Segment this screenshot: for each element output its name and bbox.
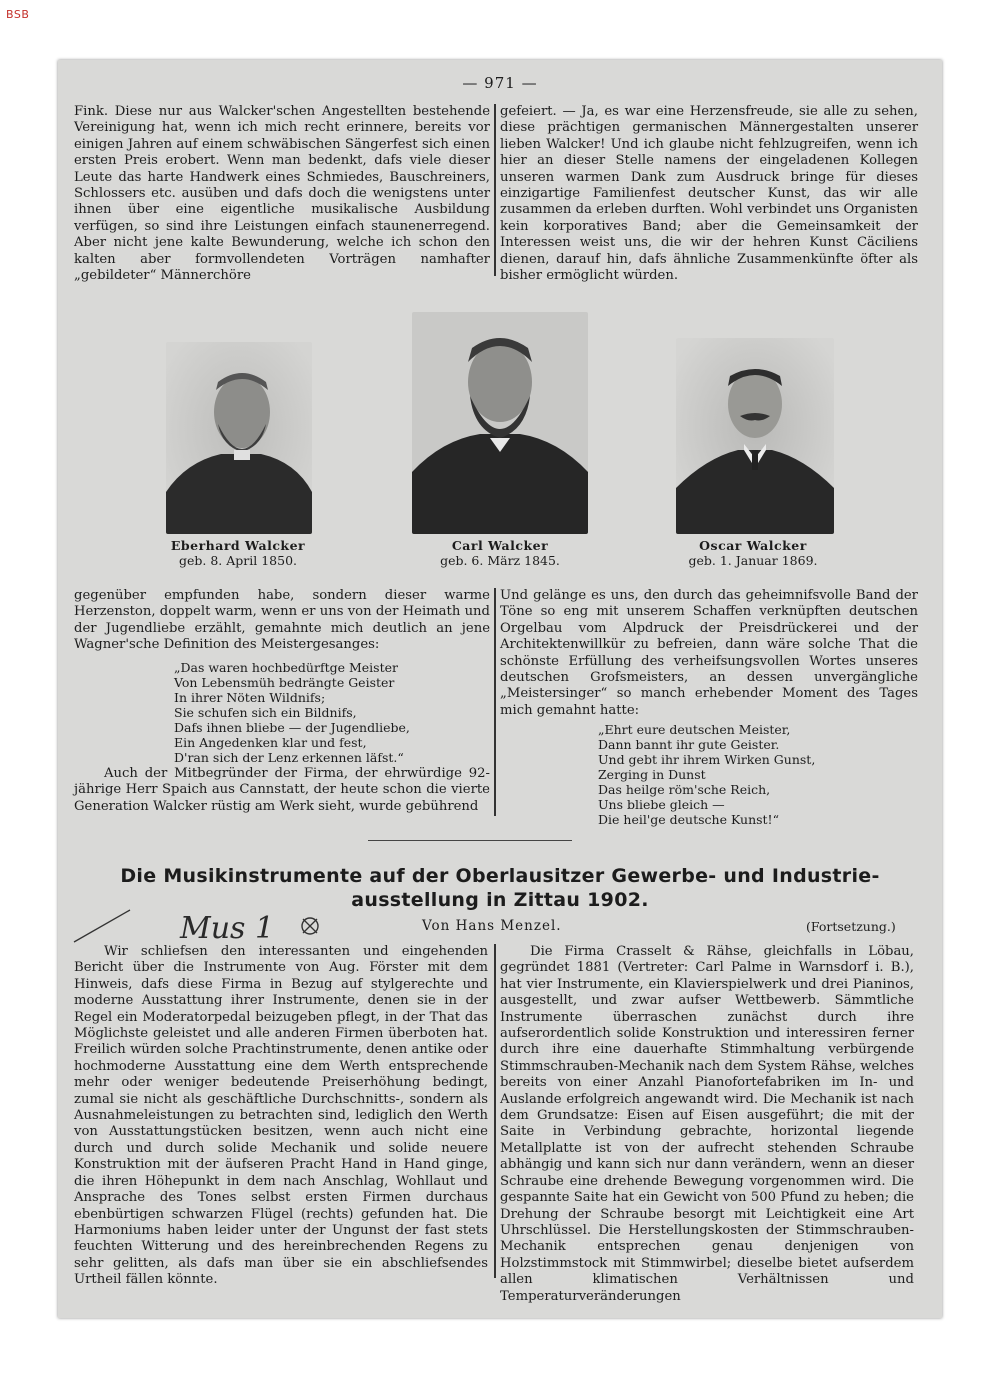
article-title-line-2: ausstellung in Zittau 1902. — [351, 889, 649, 911]
poem-left — [174, 660, 490, 765]
caption-name: Eberhard Walcker — [170, 538, 306, 553]
bottom-right-column — [500, 944, 914, 1305]
caption-eberhard — [158, 538, 318, 568]
poem-line: D'ran sich der Lenz erkennen läfst.“ — [174, 750, 404, 765]
paragraph: Fink. Diese nur aus Walcker'schen Angestellten bestehende Vereinigung hat, wenn ich mich recht erinnere, bereits vor einigen Jahren auf einem schwäbischen Sängerfest sich einen ersten Preis erobert. Wenn man bedenkt, dafs viele dieser Leute das harte Handwerk eines Schmiedes, Bauschreiners, Schlossers etc. ausüben und dafs doch die wenigstens unter ihnen über eine eigentliche musikalische Ausbildung verfügen, so sind ihre Leistungen einfach staunenerregend. Aber nicht jene kalte Bewunderung, welche ich schon den kalten aber formvollendeten Vorträgen namhafter „gebildeter“ Männerchöre — [74, 104, 490, 284]
poem-line: In ihrer Nöten Wildnifs; — [174, 690, 326, 705]
caption-birth: geb. 1. Januar 1869. — [688, 553, 818, 568]
poem-line: „Ehrt eure deutschen Meister, — [598, 722, 791, 737]
column-divider — [494, 588, 496, 816]
continuation-note: (Fortsetzung.) — [806, 919, 896, 934]
poem-line: Zerging in Dunst — [598, 767, 706, 782]
top-right-column — [500, 104, 918, 284]
poem-line: Das heilge röm'sche Reich, — [598, 782, 771, 797]
handwritten-shelfmark — [72, 886, 332, 946]
paragraph: gegenüber empfunden habe, sondern dieser warme Herzenston, doppelt warm, wenn er uns von der Heimath und der Jugendliebe erzählt, gemahnte mich deutlich an jene Wagner'sche Definition des Meistergesanges: — [74, 588, 490, 653]
top-left-column — [74, 104, 490, 284]
mid-left-intro — [74, 588, 490, 654]
poem-line: Die heil'ge deutsche Kunst!“ — [598, 812, 779, 827]
portrait-oscar-walcker — [676, 338, 834, 534]
paragraph: Und gelänge es uns, den durch das geheimnifsvolle Band der Töne so eng mit unserem Schaffen verknüpften deutschen Orgelbau vom Alpdruck der Preisdrückerei und der Architektenwillkür zu befreien, dann wäre solche That die schönste Erfüllung des verheifsungsvollen Wortes unseres deutschen Grofsmeisters, an dessen unvergängliche „Meistersinger“ so manch erhebender Moment des Tages mich gemahnt hatte: — [500, 588, 918, 718]
caption-oscar — [668, 538, 838, 568]
column-divider — [494, 944, 496, 1278]
caption-birth: geb. 8. April 1850. — [178, 553, 297, 568]
paragraph: Die Firma Crasselt & Rähse, gleichfalls in Löbau, gegründet 1881 (Vertreter: Carl Palme in Warnsdorf i. B.), hat vier Instrumente, ein Klavierspielwerk und drei Pianinos, ausgestellt, und zwar aufser Wettbewerb. Sämmtliche Instrumente überraschen zunächst durch ihre aufserordentlich solide Konstruktion und interessiren ferner durch ihre eine dauerhafte Stimmhaltung verbürgende Stimmschrauben-Mechanik nach dem System Rähse, welches bereits von einer Anzahl Pianofortefabriken im In- und Auslande erfolgreich angewandt wird. Die Mechanik ist nach dem Grundsatze: Eisen auf Eisen ausgeführt; die mit der Saite in Verbindung gebrachte, horizontal liegende Metallplatte ist von der aufrecht stehenden Schraube abhängig und kann sich nur dann verändern, wenn an dieser Schraube eine drehende Bewegung vorgenommen wird. Die gespannte Saite hat ein Gewicht von 500 Pfund zu heben; die Drehung der Schraube besorgt mit Leichtigkeit eine Art Uhrschlüssel. Die Herstellungskosten der Stimmschrauben-Mechanik entsprechen genau denjenigen von Holzstimmstock mit Stimmwirbel; dieselbe bietet aufserdem allen klimatischen Verhältnissen und Temperaturveränderungen — [500, 944, 914, 1304]
caption-birth: geb. 6. März 1845. — [440, 553, 560, 568]
mid-right-intro — [500, 588, 918, 719]
poem-line: Uns bliebe gleich — — [598, 797, 725, 812]
poem-line: Dafs ihnen bliebe — der Jugendliebe, — [174, 720, 410, 735]
column-divider — [494, 104, 496, 276]
poem-line: Ein Angedenken klar und fest, — [174, 735, 367, 750]
portrait-eberhard-walcker — [166, 342, 312, 534]
poem-line: Sie schufen sich ein Bildnifs, — [174, 705, 357, 720]
poem-line: Von Lebensmüh bedrängte Geister — [174, 675, 395, 690]
bottom-left-column — [74, 944, 488, 1289]
paragraph: Auch der Mitbegründer der Firma, der ehrwürdige 92-jährige Herr Spaich aus Cannstatt, der heute schon die vierte Generation Walcker rüstig am Werk sieht, wurde gebührend — [74, 766, 490, 814]
caption-carl — [418, 538, 582, 568]
poem-line: Dann bannt ihr gute Geister. — [598, 737, 780, 752]
portrait-carl-walcker — [412, 312, 588, 534]
poem-line: Und gebt ihr ihrem Wirken Gunst, — [598, 752, 816, 767]
article-title-line-1: Die Musikinstrumente auf der Oberlausitzer Gewerbe- und Industrie- — [120, 865, 880, 887]
handwritten-label: Mus 1 — [180, 911, 275, 946]
scanned-page — [58, 60, 942, 1318]
caption-name: Oscar Walcker — [699, 538, 807, 553]
library-watermark: BSB — [6, 8, 30, 21]
caption-name: Carl Walcker — [451, 538, 549, 553]
byline: Von Hans Menzel. — [422, 918, 562, 934]
poem-line: „Das waren hochbedürftge Meister — [174, 660, 398, 675]
page-number: — 971 — — [462, 74, 538, 92]
paragraph: gefeiert. — Ja, es war eine Herzensfreude, sie alle zu sehen, diese prächtigen germanischen Männergestalten unserer lieben Walcker! Und ich glaube nicht fehlzugreifen, wenn ich hier an dieser Stelle namens der eingeladenen Kollegen unseren warmen Dank zum Ausdruck bringe für dieses einzigartige Familienfest deutscher Kunst, das wir alle zusammen da erleben durften. Wohl verbindet uns Organisten kein korporatives Band; aber die Gemeinsamkeit der Interessen weist uns, die wir der hehren Kunst Cäciliens dienen, darauf hin, dafs ähnliche Zusammenkünfte öfter als bisher ermöglicht würden. — [500, 104, 918, 284]
poem-right — [598, 722, 918, 827]
mid-left-outro — [74, 766, 490, 815]
section-separator — [368, 840, 572, 841]
paragraph: Wir schliefsen den interessanten und eingehenden Bericht über die Instrumente von Aug. Förster mit dem Hinweis, dafs diese Firma in Bezug auf stylgerechte und moderne Ausstattung ihrer Instrumente, denen sie in der Regel ein Moderatorpedal beizugeben pflegt, in der That das Möglichste geleistet und alle anderen Firmen überboten hat. Freilich würden solche Prachtinstrumente, denen antike oder hochmoderne Ausstattung eine dem Werth entsprechende mehr oder weniger bedeutende Preiserhöhung bedingt, zumal sie nicht als geschäftliche Durchschnitts-, sondern als Ausnahmeleistungen zu betrachten sind, lediglich den Werth von Ausstattungstücken besitzen, wenn auch nicht eine durch und durch solide Mechanik und solide neuere Konstruktion mit der äufseren Pracht Hand in Hand ginge, die ihren Höhepunkt in dem nach Anschlag, Wohllaut und Ansprache des Tones selbst ersten Firmen durchaus ebenbürtigen schwarzen Flügel (rechts) gefunden hat. Die Harmoniums haben leider unter der Ungunst der fast stets feuchten Witterung und des hereinbrechenden Regens zu sehr gelitten, als dafs man über sie ein abschliefsendes Urtheil fällen könnte. — [74, 944, 488, 1288]
